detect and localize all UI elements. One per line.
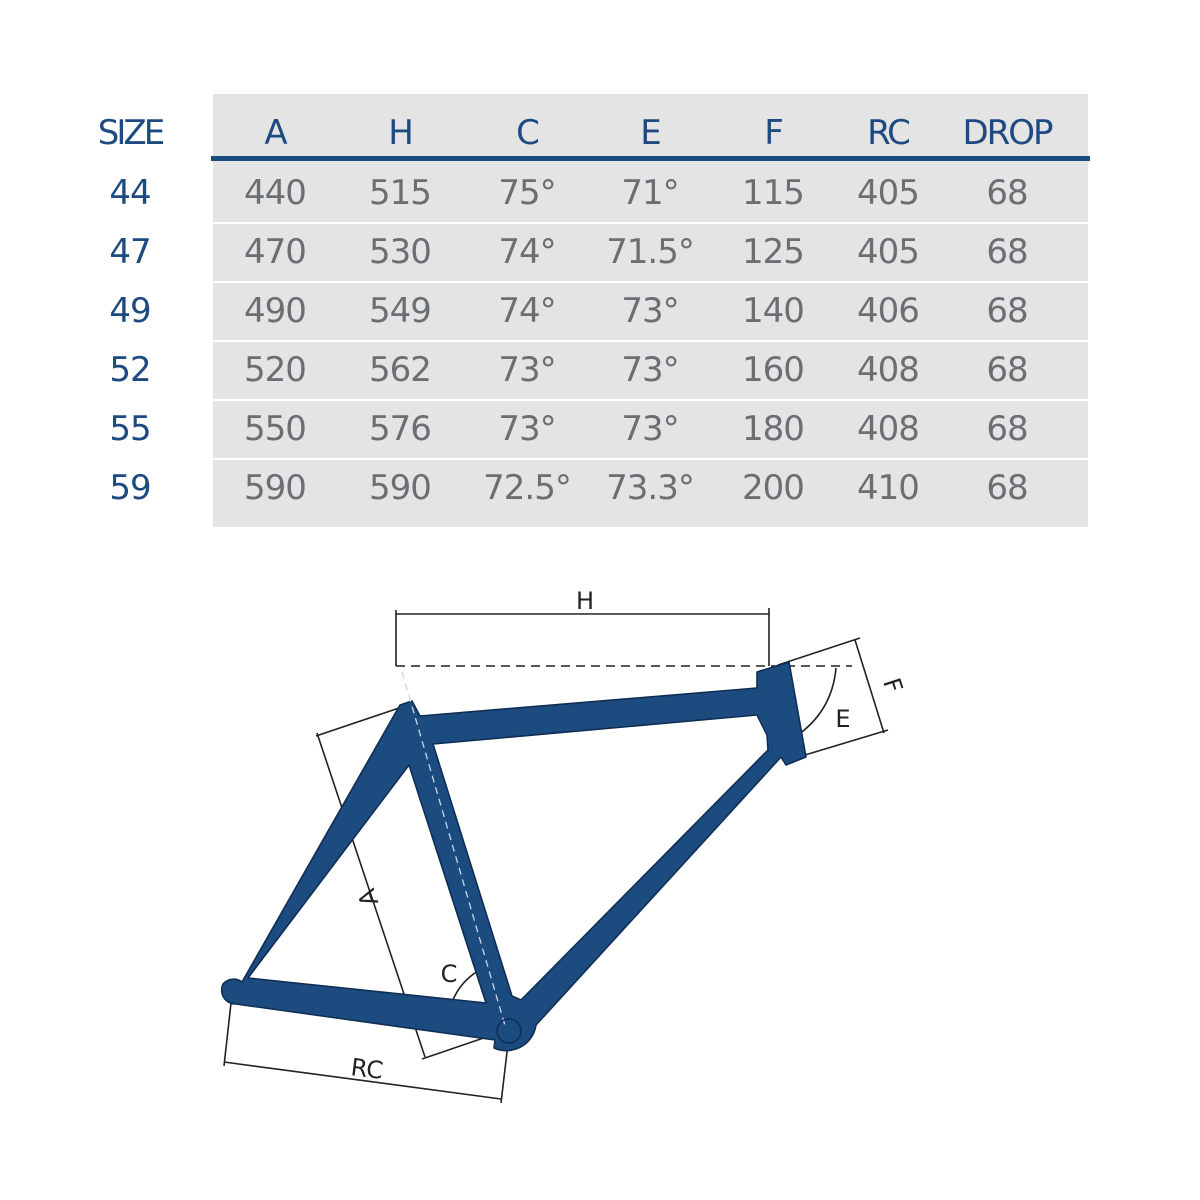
a-cell: 590 [244,468,306,508]
label-h: H [575,587,595,615]
h-cell: 549 [369,291,431,331]
bike-frame [222,662,806,1051]
label-rc: RC [349,1053,385,1085]
frame-shape [222,662,806,1051]
drop-cell: 68 [986,350,1028,390]
c-cell: 75° [498,173,556,213]
rc-cell: 410 [857,468,919,508]
f-cell: 140 [742,291,804,331]
h-cell: 576 [369,409,431,449]
size-cell: 47 [109,232,151,272]
table-row [80,165,1090,222]
header-drop: DROP [962,113,1052,153]
header-f: F [764,113,782,153]
label-e: E [835,705,851,733]
label-a: A [352,885,385,910]
f-extension-top [778,638,860,665]
h-cell: 515 [369,173,431,213]
e-cell: 73.3° [606,468,694,508]
header-c: C [516,113,538,153]
header-e: E [640,113,660,153]
table-row [80,460,1090,517]
label-f: F [877,674,909,697]
table-row [80,401,1090,458]
h-cell: 590 [369,468,431,508]
frame-diagram [0,560,1200,1120]
a-cell: 490 [244,291,306,331]
a-cell: 470 [244,232,306,272]
e-cell: 71.5° [606,232,694,272]
size-cell: 59 [109,468,151,508]
f-cell: 125 [742,232,804,272]
rc-cell: 406 [857,291,919,331]
rc-cell: 405 [857,232,919,272]
header-rc: RC [867,113,909,153]
c-cell: 73° [498,409,556,449]
header-a: A [264,113,286,153]
header-h: H [388,113,412,153]
c-cell: 74° [498,232,556,272]
rc-cell: 405 [857,173,919,213]
drop-cell: 68 [986,173,1028,213]
drop-cell: 68 [986,232,1028,272]
c-cell: 74° [498,291,556,331]
e-cell: 73° [621,350,679,390]
f-cell: 115 [742,173,804,213]
header-rule [211,156,1090,161]
table-row [80,342,1090,399]
e-cell: 71° [621,173,679,213]
size-cell: 49 [109,291,151,331]
f-cell: 200 [742,468,804,508]
size-cell: 55 [109,409,151,449]
e-cell: 73° [621,409,679,449]
c-cell: 72.5° [483,468,571,508]
a-cell: 520 [244,350,306,390]
size-cell: 52 [109,350,151,390]
header-size: SIZE [97,113,163,153]
rc-extension-left [224,1003,231,1066]
rc-cell: 408 [857,409,919,449]
f-cell: 160 [742,350,804,390]
f-cell: 180 [742,409,804,449]
c-cell: 73° [498,350,556,390]
h-cell: 562 [369,350,431,390]
a-cell: 550 [244,409,306,449]
e-cell: 73° [621,291,679,331]
a-cell: 440 [244,173,306,213]
f-extension-bottom [805,730,888,755]
drop-cell: 68 [986,468,1028,508]
rc-cell: 408 [857,350,919,390]
table-row [80,224,1090,281]
label-c: C [440,960,458,988]
h-cell: 530 [369,232,431,272]
drop-cell: 68 [986,291,1028,331]
size-cell: 44 [109,173,151,213]
table-row [80,283,1090,340]
drop-cell: 68 [986,409,1028,449]
